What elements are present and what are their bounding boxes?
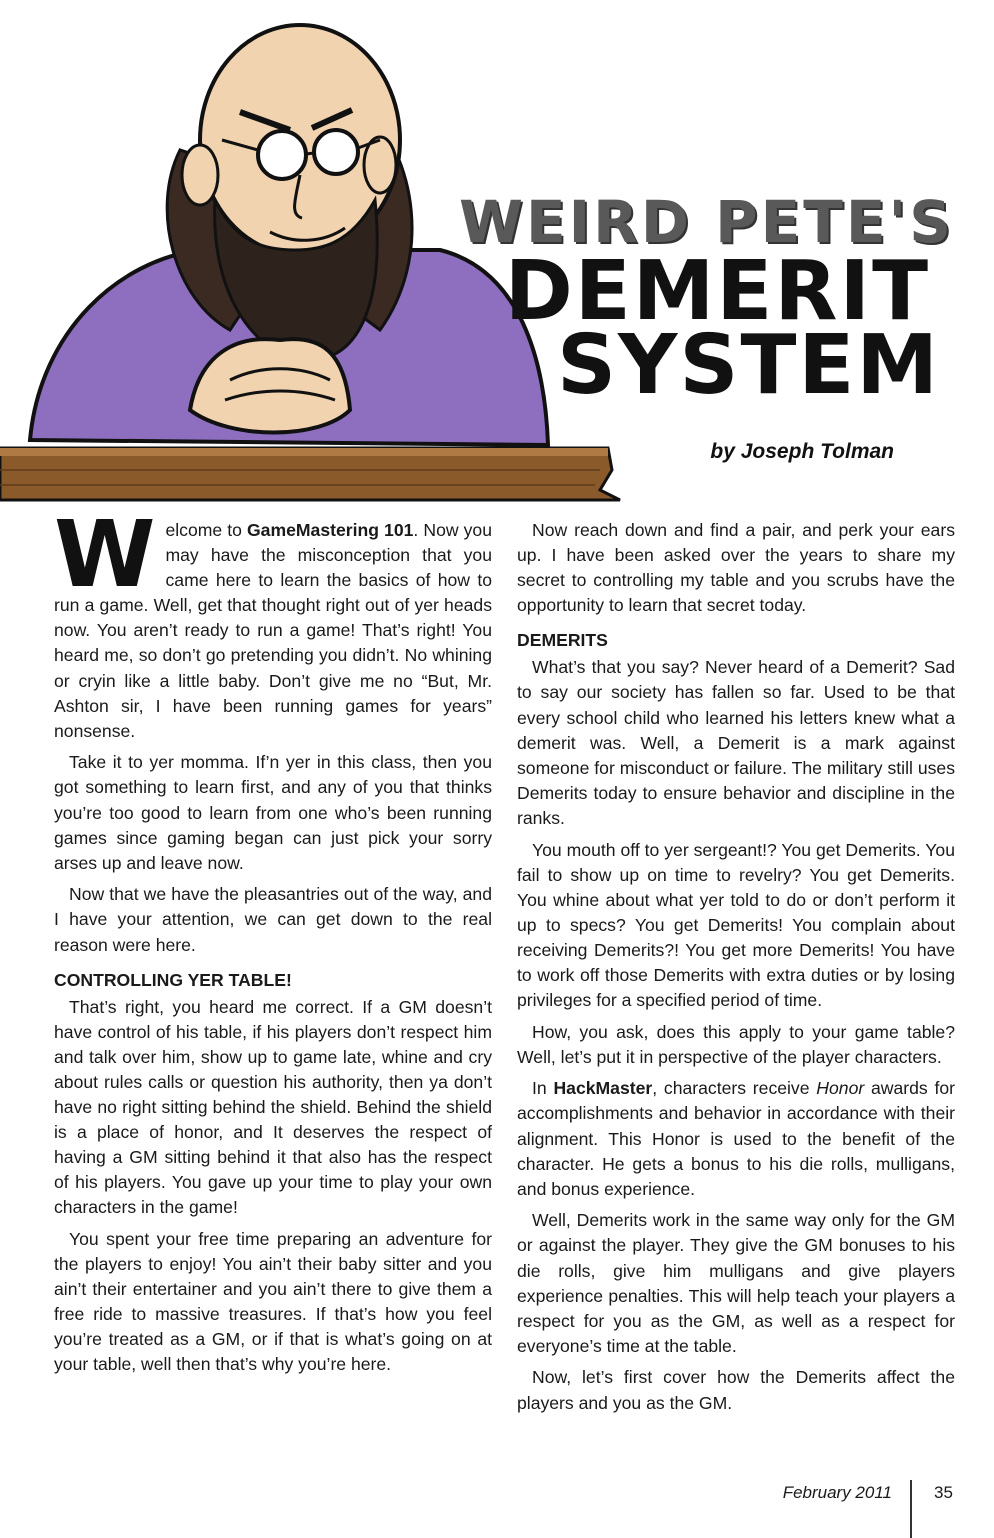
paragraph: How, you ask, does this apply to your game table? Well, let’s put it in perspective of the player characters. bbox=[517, 1021, 955, 1067]
section-heading: DEMERITS bbox=[517, 630, 608, 651]
paragraph: You spent your free time preparing an adventure for the players to enjoy! You ain’t their baby sitter and you ain’t their entertainer and you ain’t there to give them a free ride to massive treasures. If that’s how you feel you’re treated as a GM, or if that is what’s going on at your table, well then that’s why you’re here. bbox=[54, 1228, 492, 1375]
glasses-right bbox=[314, 130, 358, 174]
section-heading: CONTROLLING YER TABLE! bbox=[54, 969, 292, 990]
right-column bbox=[517, 518, 955, 1422]
paragraph: Take it to yer momma. If’n yer in this class, then you got something to learn first, and any of you that thinks you’re too good to learn from one who’s been running games since gaming began can just pick your sorry arses up and leave now. bbox=[54, 752, 492, 873]
byline: by Joseph Tolman bbox=[710, 440, 894, 463]
drop-cap: W bbox=[54, 501, 156, 608]
glasses-left bbox=[258, 131, 306, 179]
text-span: awards for accomplishments and behavior in accordance with their alignment. This Honor is used to the benefit of the character. He gets a bonus to his die rolls, mulligans, and bonus experience. bbox=[517, 1078, 956, 1199]
paragraph: Now reach down and find a pair, and perk your ears up. I have been asked over the years to share my secret to controlling my table and you scrubs have the opportunity to learn that secret today. bbox=[517, 520, 955, 616]
paragraph: Now that we have the pleasantries out of the way, and I have your attention, we can get down to the real reason were here. bbox=[54, 884, 492, 955]
text-span: , characters receive bbox=[652, 1078, 817, 1099]
title-line-2: DEMERIT bbox=[504, 244, 930, 339]
footer-date: February 2011 bbox=[782, 1483, 892, 1502]
page-number: 35 bbox=[934, 1483, 953, 1502]
paragraph: That’s right, you heard me correct. If a GM doesn’t have control of his table, if his players don’t respect him and talk over him, show up to game late, whine and cry about rules calls or question his authority, then ya don’t have no right sitting behind the shield. Behind the shield is a place of honor, and It deserves the respect of having a GM sitting behind it that also has the respect of his players. You gave up your time to play your own characters in the game! bbox=[54, 996, 492, 1218]
paragraph: Well, Demerits work in the same way only for the GM or against the player. They give the GM bonuses to his die rolls, give him mulligans and give players experience penalties. This will help teach your players a respect for you as the GM, as well as a respect for everyone’s time at the table. bbox=[517, 1210, 955, 1356]
text-span: In bbox=[532, 1078, 554, 1099]
title-line-1: WEIRD PETE'S bbox=[458, 188, 954, 256]
footer-divider bbox=[910, 1480, 912, 1538]
paragraph bbox=[517, 1076, 955, 1201]
bold-term: GameMastering 101 bbox=[247, 520, 414, 540]
left-column bbox=[54, 501, 492, 1384]
title-line-3: SYSTEM bbox=[556, 318, 940, 413]
italic-term: Honor bbox=[816, 1078, 865, 1099]
paragraph: What’s that you say? Never heard of a Demerit? Sad to say our society has fallen so far. Used to be that every school child who learned his letters knew what a demerit was. Well, a Demerit is a mark against someone for misconduct or failure. The military still uses Demerits today to ensure behavior and discipline in the ranks. bbox=[517, 657, 955, 828]
paragraph: You mouth off to yer sergeant!? You get Demerits. You fail to show up on time to revelry? You get Demerits. You whine about what yer told to do or don’t perform it up to specs? You get Demerits! You complain about receiving Demerits?! You get more Demerits! You have to work off those Demerits with extra duties or by losing privileges for a specified period of time. bbox=[517, 839, 955, 1011]
text-span: . Now you may have the misconception that you came here to learn the basics of how to run a game. Well, get that thought right out of yer heads now. You aren’t ready to run a game! That’s right! You heard me, so don’t go pretending you didn’t. No whining or cryin like a little baby. Don’t give me no “But, Mr. Ashton sir, I have been running games for years” nonsense. bbox=[54, 520, 492, 741]
paragraph bbox=[54, 501, 492, 744]
text-span: elcome to bbox=[165, 520, 247, 540]
bold-term: HackMaster bbox=[553, 1078, 653, 1099]
paragraph: Now, let’s first cover how the Demerits affect the players and you as the GM. bbox=[517, 1367, 955, 1413]
